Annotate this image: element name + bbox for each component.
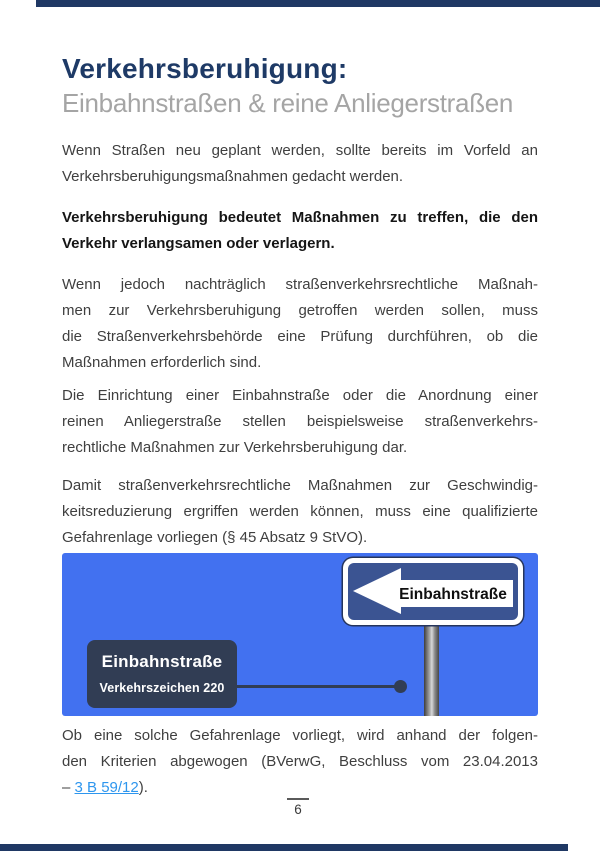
callout-box [87,640,237,708]
text-line: den Kriterien abgewogen (BVerwG, Beschluss vom 23.04.2013 [62,753,538,770]
text-line: Ob eine solche Gefahrenlage vorliegt, wird anhand der folgen- [62,727,538,744]
callout-connector-dot [394,680,407,693]
bottom-edge-bar [0,844,568,851]
paragraph-intro [62,138,538,190]
text-line: die Straßenverkehrsbehörde eine Prüfung durchführen, ob die [62,328,538,345]
text-line: Wenn jedoch nachträglich straßenverkehrsrechtliche Maßnah- [62,276,538,293]
page-title: Verkehrsberuhigung: [62,53,348,84]
text-line: Die Einrichtung einer Einbahnstraße oder die Anordnung einer [62,387,538,404]
text-line: Gefahrenlage vorliegen (§ 45 Absatz 9 StVO). [62,529,368,546]
case-reference-link[interactable]: 3 B 59/12 [74,779,139,796]
left-arrow-icon [348,563,518,620]
paragraph-pruefung [62,272,538,376]
sign-label: Einbahnstraße [399,586,507,603]
text-line: Wenn Straßen neu geplant werden, sollte bereits im Vorfeld an [62,142,538,159]
callout-title: Einbahnstraße [101,652,223,671]
text-line: Damit straßenverkehrsrechtliche Maßnahmen zur Geschwindig- [62,477,538,494]
top-edge-bar [36,0,600,7]
text-line: Verkehr verlangsamen oder verlagern. [62,235,335,252]
text-line: Verkehrsberuhigung bedeutet Maßnahmen zu treffen, die den [62,209,538,226]
text-line: men zur Verkehrsberuhigung getroffen werden sollen, muss [62,302,538,319]
closing-dash: – [62,779,75,796]
text-line: Maßnahmen erforderlich sind. [62,354,262,371]
figure-one-way-street [62,553,538,716]
page-number-divider [287,798,309,800]
text-line: Verkehrsberuhigungsmaßnahmen gedacht werden. [62,168,404,185]
callout-connector-line [237,685,400,688]
text-line: keitsreduzierung ergriffen werden können, muss eine qualifizierte [62,503,538,520]
one-way-sign-face [348,563,518,620]
sign-pole [424,619,439,716]
paragraph-beispiele [62,383,538,461]
paragraph-closing [62,723,538,801]
one-way-sign [343,558,523,625]
page-subtitle: Einbahnstraßen & reine Anliegerstraßen [62,88,514,118]
page-number: 6 [294,802,302,817]
callout-subtitle: Verkehrszeichen 220 [99,681,225,695]
paragraph-gefahrenlage [62,473,538,551]
text-line: rechtliche Maßnahmen zur Verkehrsberuhigung dar. [62,439,408,456]
closing-suffix: ). [138,779,148,796]
paragraph-definition [62,205,538,257]
text-line: reinen Anliegerstraße stellen beispielsweise straßenverkehrs- [62,413,538,430]
